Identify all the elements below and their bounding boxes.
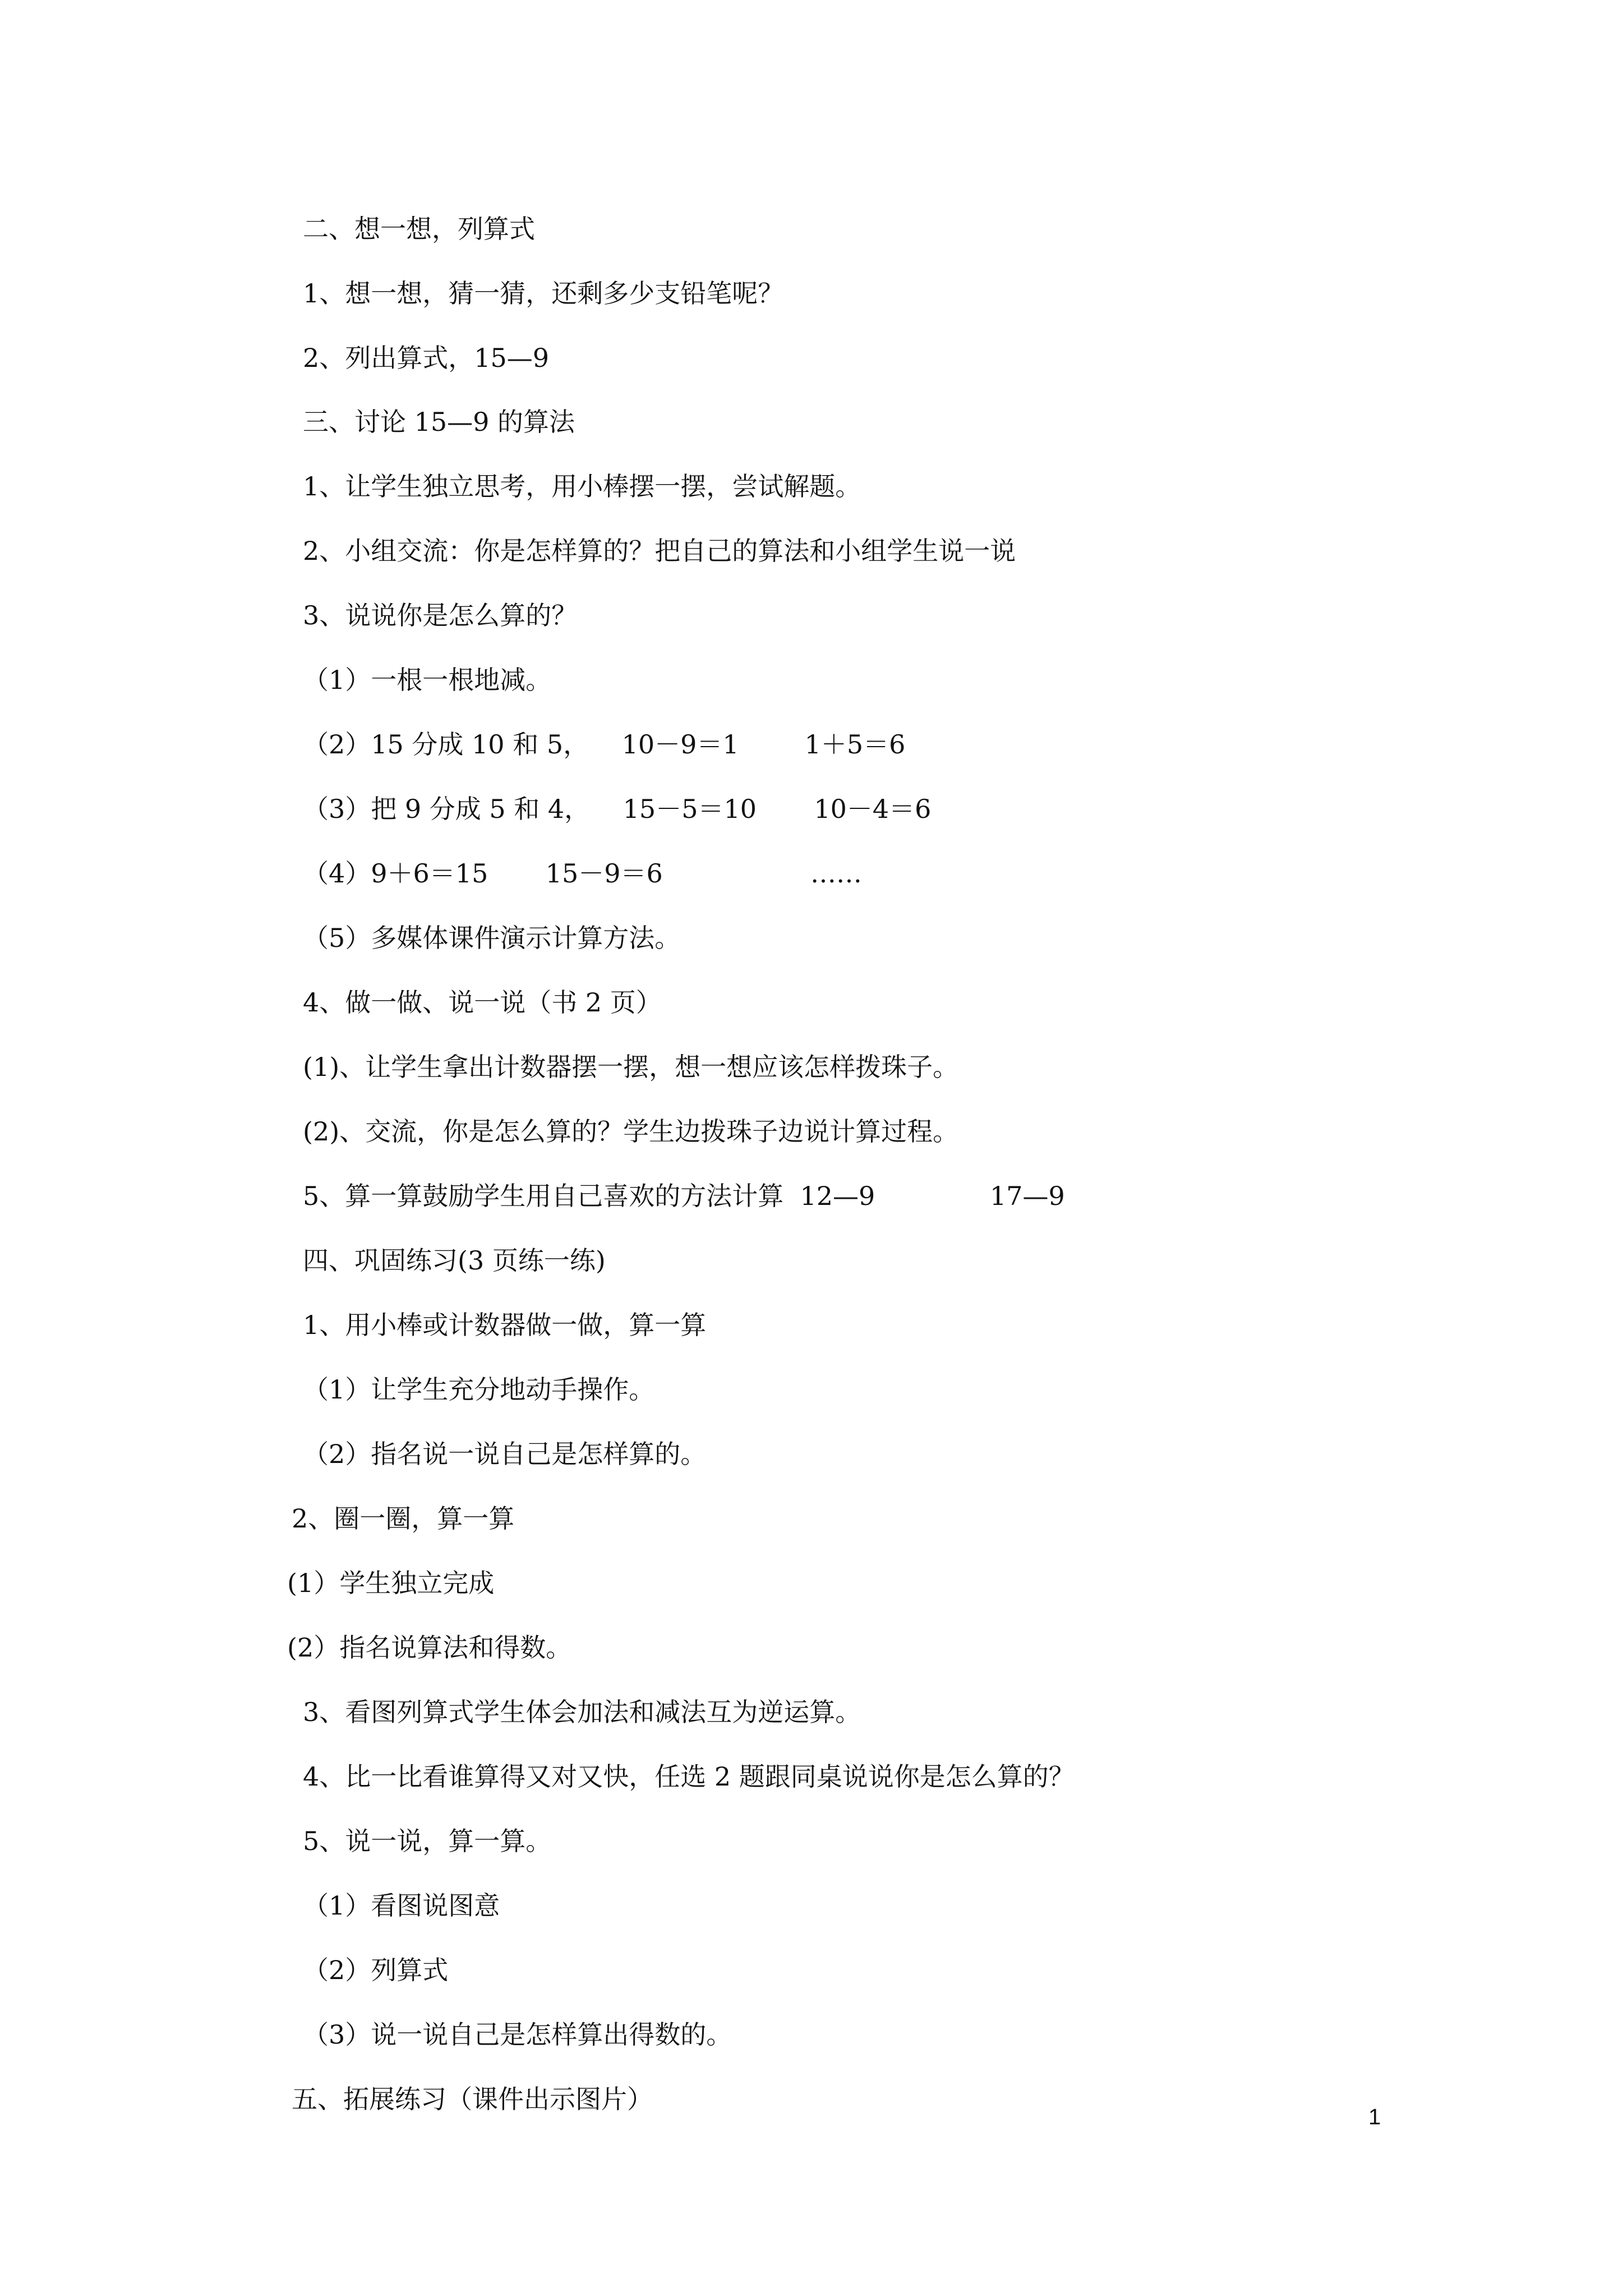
text-line: (1）学生独立完成 (287, 1568, 495, 1598)
text-line: （1）一根一根地减。 (303, 665, 552, 695)
text-line: 五、拓展练习（课件出示图片） (292, 2084, 653, 2114)
text-line: 二、想一想，列算式 (303, 214, 535, 244)
text-line: 3、说说你是怎么算的？ (303, 600, 578, 631)
text-line: （3）把 9 分成 5 和 4， 15－5＝10 10－4＝6 (303, 794, 932, 824)
text-line: （1）让学生充分地动手操作。 (303, 1374, 655, 1405)
text-line: （4）9＋6＝15 15－9＝6 …… (303, 858, 862, 889)
page-number: 1 (1368, 2105, 1381, 2129)
text-line: （2）列算式 (303, 1955, 449, 1985)
text-line: (2)、交流，你是怎么算的？学生边拨珠子边说计算过程。 (303, 1116, 959, 1147)
text-line: 5、算一算鼓励学生用自己喜欢的方法计算 12—9 17—9 (303, 1181, 1065, 1211)
text-line: 5、说一说，算一算。 (303, 1826, 552, 1856)
text-line: （2）指名说一说自己是怎样算的。 (303, 1439, 707, 1469)
text-line: (2）指名说算法和得数。 (287, 1632, 572, 1663)
text-line: 2、圈一圈，算一算 (292, 1503, 515, 1534)
text-line: 三、讨论 15—9 的算法 (303, 407, 575, 437)
text-line: 4、比一比看谁算得又对又快，任选 2 题跟同桌说说你是怎么算的？ (303, 1761, 1075, 1792)
text-line: （5）多媒体课件演示计算方法。 (303, 923, 681, 953)
text-line: 2、列出算式，15—9 (303, 343, 550, 373)
text-line: （3）说一说自己是怎样算出得数的。 (303, 2019, 732, 2050)
text-line: 四、巩固练习(3 页练一练) (303, 1245, 606, 1276)
text-line: 1、想一想，猜一猜，还剩多少支铅笔呢？ (303, 278, 784, 309)
text-line: （2）15 分成 10 和 5， 10－9＝1 1＋5＝6 (303, 729, 906, 760)
text-line: 2、小组交流：你是怎样算的？把自己的算法和小组学生说一说 (303, 536, 1016, 566)
text-line: （1）看图说图意 (303, 1890, 500, 1921)
text-line: 1、用小棒或计数器做一做，算一算 (303, 1310, 707, 1340)
text-line: (1)、让学生拿出计数器摆一摆，想一想应该怎样拨珠子。 (303, 1052, 959, 1082)
text-line: 4、做一做、说一说（书 2 页） (303, 987, 662, 1018)
text-line: 1、让学生独立思考，用小棒摆一摆，尝试解题。 (303, 471, 861, 501)
text-line: 3、看图列算式学生体会加法和减法互为逆运算。 (303, 1697, 861, 1727)
